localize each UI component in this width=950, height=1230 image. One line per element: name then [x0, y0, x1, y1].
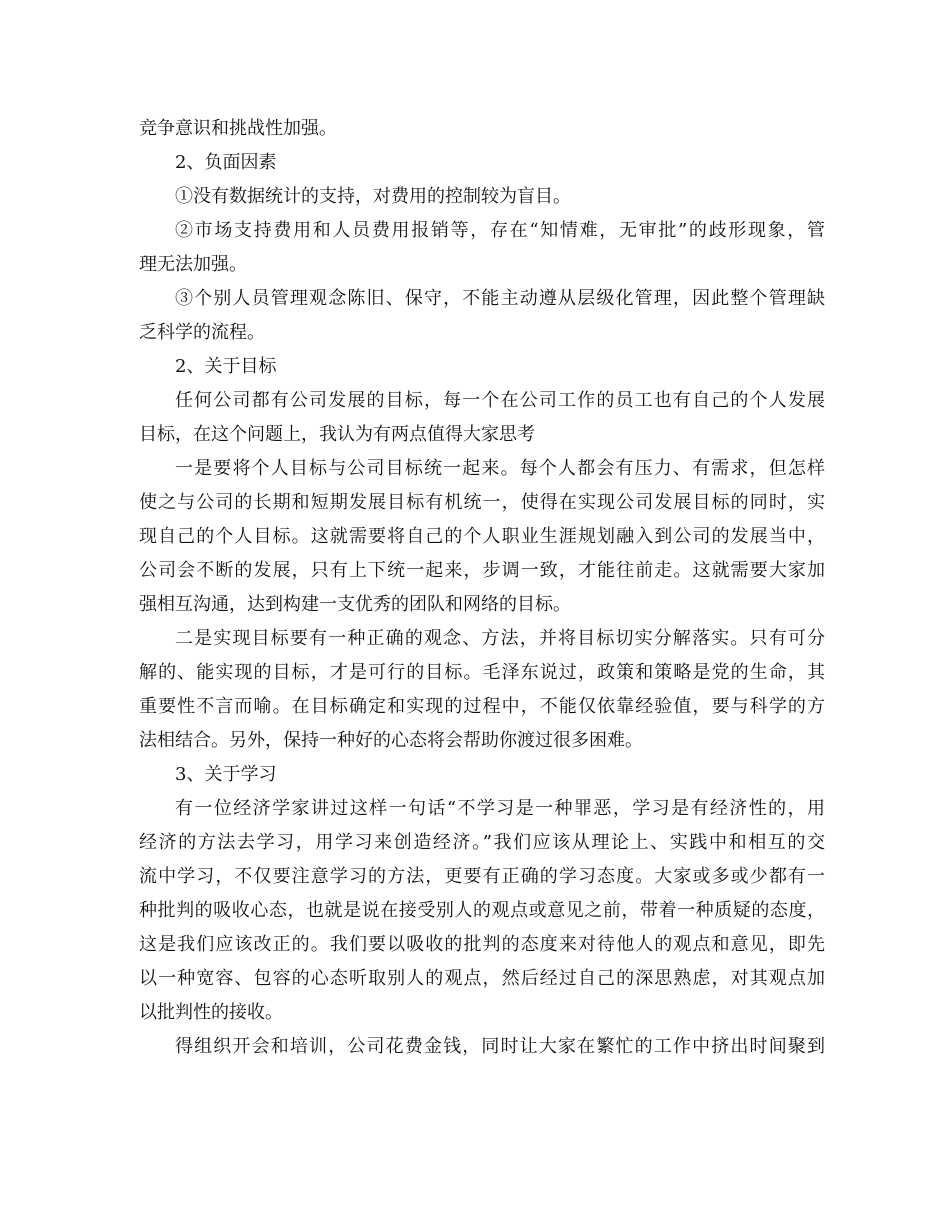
text-line: 有一位经济学家讲过这样一句话“不学习是一种罪恶，学习是有经济性的，用	[175, 798, 825, 819]
text-line: ②市场支持费用和人员费用报销等，存在“知情难，无审批”的歧形现象，管	[175, 220, 825, 241]
text-line: 2、关于目标	[175, 356, 277, 377]
text-line: 使之与公司的长期和短期发展目标有机统一，使得在实现公司发展目标的同时，实	[139, 492, 825, 513]
text-line: 2、负面因素	[175, 152, 277, 173]
text-line: 乏科学的流程。	[139, 322, 265, 343]
text-line: ③个别人员管理观念陈旧、保守，不能主动遵从层级化管理，因此整个管理缺	[175, 288, 825, 309]
document-body	[139, 112, 825, 1064]
text-line: 竞争意识和挑战性加强。	[139, 118, 337, 139]
text-line: 经济的方法去学习，用学习来创造经济。”我们应该从理论上、实践中和相互的交	[139, 832, 825, 853]
text-line: 以一种宽容、包容的心态听取别人的观点，然后经过自己的深思熟虑，对其观点加	[139, 968, 825, 989]
text-line: 现自己的个人目标。这就需要将自己的个人职业生涯规划融入到公司的发展当中，	[139, 526, 825, 547]
text-line: 这是我们应该改正的。我们要以吸收的批判的态度来对待他人的观点和意见，即先	[139, 934, 825, 955]
text-line: 目标，在这个问题上，我认为有两点值得大家思考	[139, 424, 535, 445]
text-line: 二是实现目标要有一种正确的观念、方法，并将目标切实分解落实。只有可分	[175, 628, 825, 649]
text-line: 理无法加强。	[139, 254, 247, 275]
text-line: 得组织开会和培训，公司花费金钱，同时让大家在繁忙的工作中挤出时间聚到	[175, 1036, 825, 1057]
text-line: 公司会不断的发展，只有上下统一起来，步调一致，才能往前走。这就需要大家加	[139, 560, 825, 581]
text-line: 一是要将个人目标与公司目标统一起来。每个人都会有压力、有需求，但怎样	[175, 458, 825, 479]
text-line: 任何公司都有公司发展的目标，每一个在公司工作的员工也有自己的个人发展	[175, 390, 825, 411]
text-line: 重要性不言而喻。在目标确定和实现的过程中，不能仅依靠经验值，要与科学的方	[139, 696, 825, 717]
text-line: 解的、能实现的目标，才是可行的目标。毛泽东说过，政策和策略是党的生命，其	[139, 662, 825, 683]
text-line: ①没有数据统计的支持，对费用的控制较为盲目。	[175, 186, 571, 207]
text-line: 强相互沟通，达到构建一支优秀的团队和网络的目标。	[139, 594, 571, 615]
text-line: 法相结合。另外，保持一种好的心态将会帮助你渡过很多困难。	[139, 730, 643, 751]
text-line: 流中学习，不仅要注意学习的方法，更要有正确的学习态度。大家或多或少都有一	[139, 866, 825, 887]
text-line: 3、关于学习	[175, 764, 277, 785]
text-line: 种批判的吸收心态，也就是说在接受别人的观点或意见之前，带着一种质疑的态度，	[139, 900, 825, 921]
text-line: 以批判性的接收。	[139, 1002, 283, 1023]
